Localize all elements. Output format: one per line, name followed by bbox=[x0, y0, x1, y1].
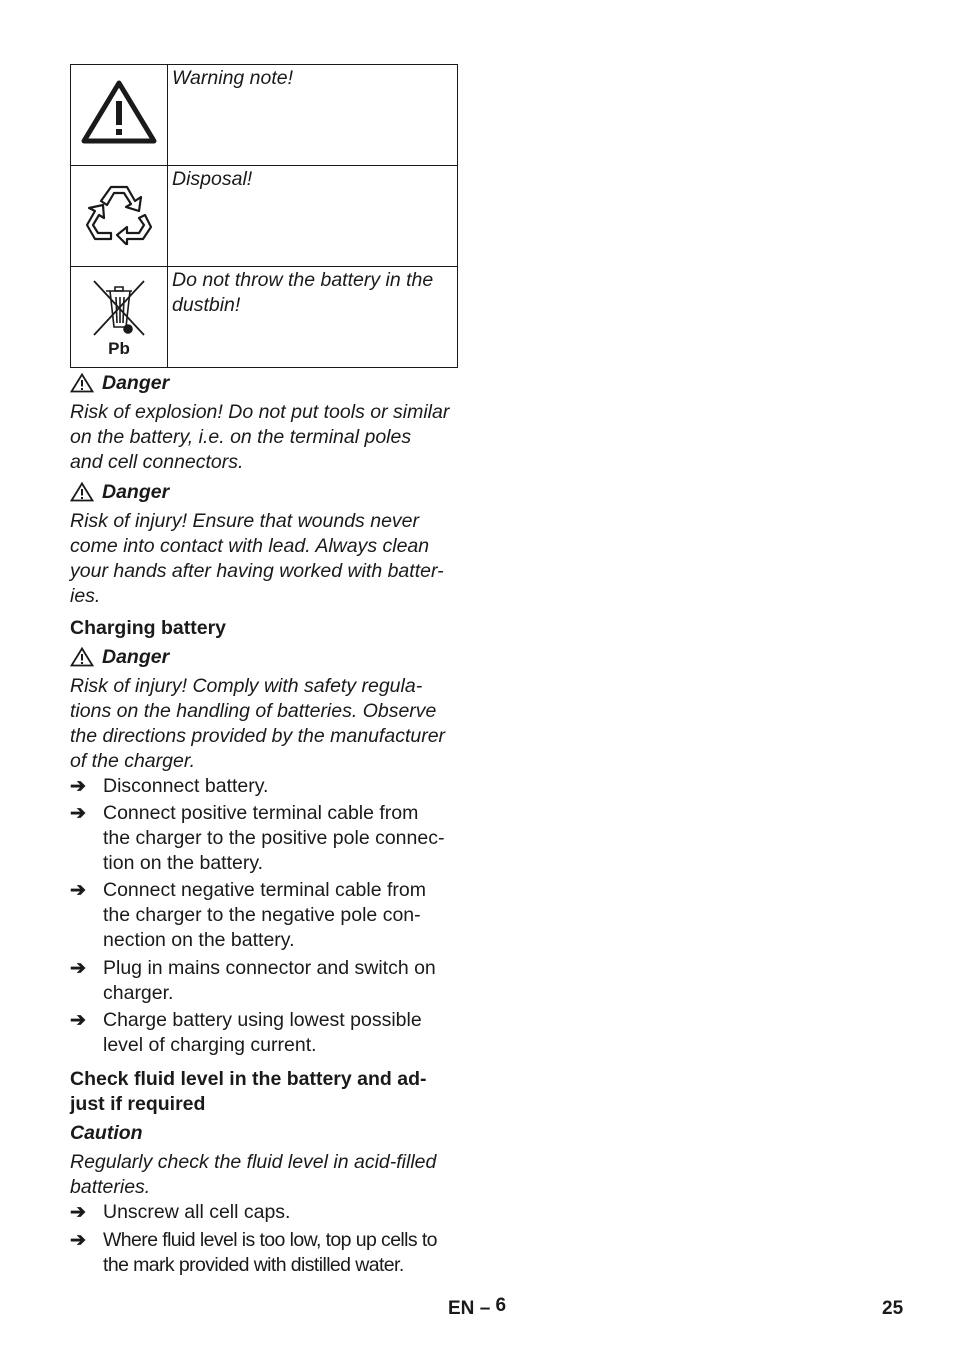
text-line: Risk of injury! Comply with safety regula- bbox=[70, 675, 423, 697]
text-line: Unscrew all cell caps. bbox=[103, 1201, 291, 1223]
danger-label: Danger bbox=[102, 646, 170, 668]
text-line: tion on the battery. bbox=[103, 852, 264, 874]
recycling-icon bbox=[71, 166, 168, 267]
text-line: of the charger. bbox=[70, 750, 196, 772]
text-line: Connect negative terminal cable from bbox=[103, 879, 426, 901]
text-line: Check fluid level in the battery and ad- bbox=[70, 1068, 427, 1090]
fluid-step bbox=[70, 1200, 458, 1225]
danger-text-charging bbox=[70, 674, 458, 774]
text-line: Risk of injury! Ensure that wounds never bbox=[70, 510, 420, 532]
caution-label: Caution bbox=[70, 1122, 143, 1144]
danger-label: Danger bbox=[102, 481, 170, 503]
warning-triangle-icon bbox=[71, 65, 168, 166]
text-line: the charger to the negative pole con- bbox=[103, 904, 421, 926]
danger-text-lead bbox=[70, 509, 458, 609]
text-line: your hands after having worked with batter- bbox=[70, 560, 444, 582]
text-line: ies. bbox=[70, 585, 101, 607]
danger-text-explosion bbox=[70, 400, 458, 475]
fluid-level-heading bbox=[70, 1067, 458, 1117]
page-number: 25 bbox=[882, 1298, 904, 1319]
text-line: Disconnect battery. bbox=[103, 775, 269, 797]
text-line: the directions provided by the manufacturer bbox=[70, 725, 446, 747]
text-line: on the battery, i.e. on the terminal poles bbox=[70, 426, 412, 448]
page-footer-language bbox=[448, 1295, 507, 1320]
text-line: nection on the battery. bbox=[103, 929, 295, 951]
arrow-icon: ➔ bbox=[70, 1230, 86, 1251]
arrow-icon: ➔ bbox=[70, 880, 86, 901]
fluid-step bbox=[70, 1228, 458, 1278]
symbol-text-warning: Warning note! bbox=[168, 65, 458, 166]
danger-label: Danger bbox=[102, 372, 170, 394]
text-line: batteries. bbox=[70, 1176, 151, 1198]
danger-notice-charging bbox=[70, 646, 169, 668]
danger-warning-icon bbox=[70, 482, 94, 502]
text-line: the mark provided with distilled water. bbox=[103, 1254, 404, 1276]
footer-lang: EN bbox=[448, 1298, 475, 1319]
charging-battery-heading: Charging battery bbox=[70, 617, 227, 639]
text-line: the charger to the positive pole connec- bbox=[103, 827, 445, 849]
arrow-icon: ➔ bbox=[70, 776, 86, 797]
text-line: charger. bbox=[103, 982, 174, 1004]
text-line: come into contact with lead. Always clean bbox=[70, 535, 430, 557]
symbol-text-disposal: Disposal! bbox=[168, 166, 458, 267]
text-line: tions on the handling of batteries. Observe bbox=[70, 700, 437, 722]
caution-text bbox=[70, 1150, 458, 1200]
charging-step bbox=[70, 801, 458, 876]
pb-label: Pb bbox=[108, 339, 130, 358]
symbol-text-battery: Do not throw the battery in the dustbin! bbox=[168, 267, 458, 368]
text-line: Risk of explosion! Do not put tools or similar bbox=[70, 401, 450, 423]
footer-sub-page: 6 bbox=[495, 1295, 507, 1316]
arrow-icon: ➔ bbox=[70, 1010, 86, 1031]
danger-notice-explosion bbox=[70, 372, 169, 394]
danger-warning-icon bbox=[70, 373, 94, 393]
danger-notice-lead bbox=[70, 481, 169, 503]
text-line: level of charging current. bbox=[103, 1034, 317, 1056]
charging-step bbox=[70, 774, 458, 799]
danger-warning-icon bbox=[70, 647, 94, 667]
text-line: Regularly check the fluid level in acid-filled bbox=[70, 1151, 437, 1173]
text-line: just if required bbox=[70, 1093, 206, 1115]
arrow-icon: ➔ bbox=[70, 1202, 86, 1223]
footer-dash: – bbox=[479, 1298, 491, 1319]
text-line: and cell connectors. bbox=[70, 451, 244, 473]
arrow-icon: ➔ bbox=[70, 958, 86, 979]
text-line: Connect positive terminal cable from bbox=[103, 802, 419, 824]
symbol-table bbox=[70, 64, 458, 368]
text-line: Charge battery using lowest possible bbox=[103, 1009, 422, 1031]
text-line: Plug in mains connector and switch on bbox=[103, 957, 436, 979]
crossed-bin-icon bbox=[71, 267, 168, 368]
charging-step bbox=[70, 956, 458, 1006]
charging-step bbox=[70, 878, 458, 953]
text-line: Where fluid level is too low, top up cells to bbox=[103, 1229, 437, 1251]
arrow-icon: ➔ bbox=[70, 803, 86, 824]
charging-step bbox=[70, 1008, 458, 1058]
